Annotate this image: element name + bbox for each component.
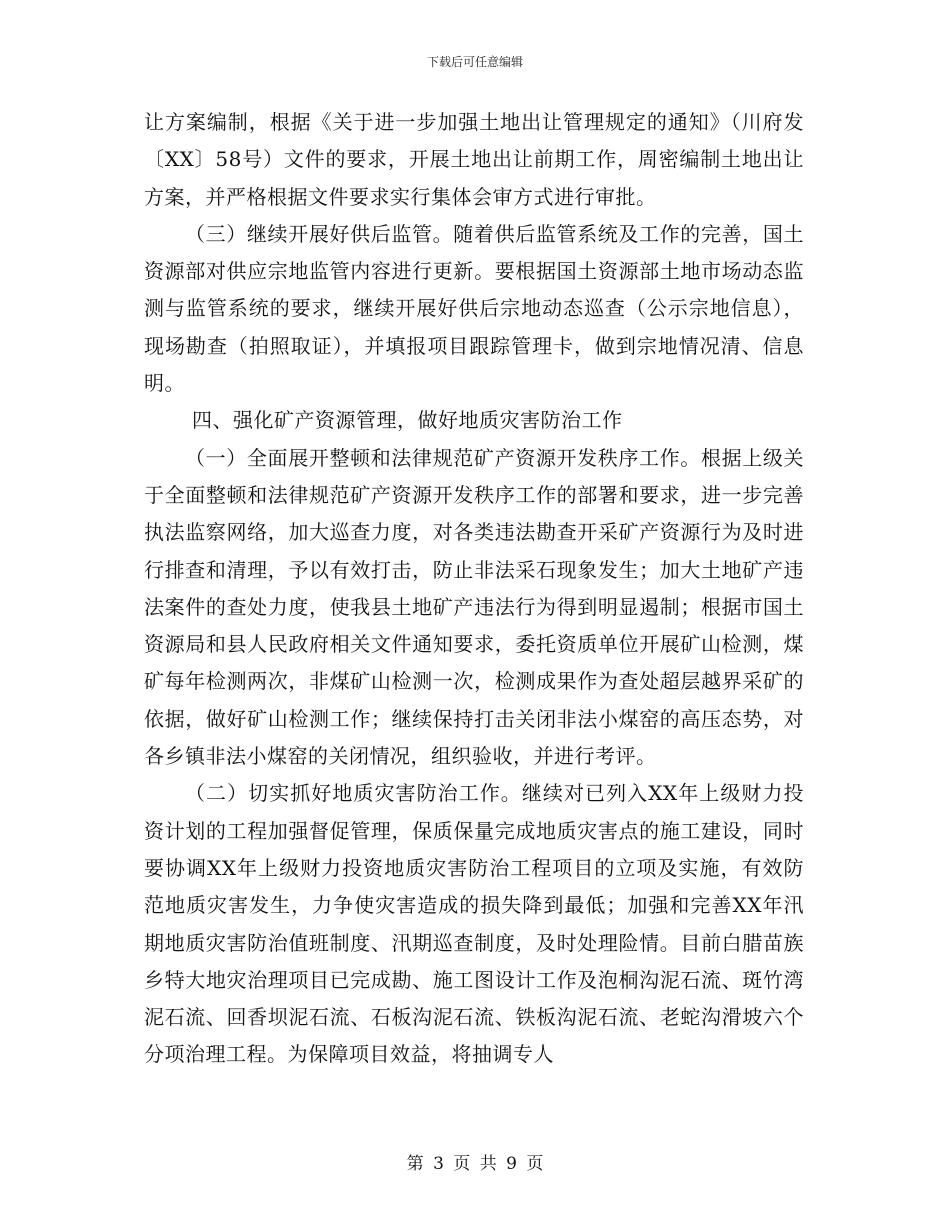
document-body bbox=[144, 104, 804, 1074]
paragraph-geological-hazard: （二）切实抓好地质灾害防治工作。继续对已列入XX年上级财力投资计划的工程加强督促管理，保质保量完成地质灾害点的施工建设，同时要协调XX年上级财力投资地质灾害防治工程项目的立项及实施，有效防范地质灾害发生，力争使灾害造成的损失降到最低；加强和完善XX年汛期地质灾害防治值班制度、汛期巡查制度，及时处理险情。目前白腊苗族乡特大地灾治理项目已完成勘、施工图设计工作及泡桐沟泥石流、斑竹湾泥石流、回香坝泥石流、石板沟泥石流、铁板沟泥石流、老蛇沟滑坡六个分项治理工程。为保障项目效益，将抽调专人 bbox=[144, 781, 804, 1067]
paragraph-mineral-order: （一）全面展开整顿和法律规范矿产资源开发秩序工作。根据上级关于全面整顿和法律规范矿产资源开发秩序工作的部署和要求，进一步完善执法监察网络，加大巡查力度，对各类违法勘查开采矿产资源行为及时进行排查和清理，予以有效打击，防止非法采石现象发生；加大土地矿产违法案件的查处力度，使我县土地矿产违法行为得到明显遏制；根据市国土资源局和县人民政府相关文件通知要求，委托资质单位开展矿山检测，煤矿每年检测两次，非煤矿山检测一次，检测成果作为查处超层越界采矿的依据，做好矿山检测工作；继续保持打击关闭非法小煤窑的高压态势，对各乡镇非法小煤窑的关闭情况，组织验收，并进行考评。 bbox=[144, 445, 804, 769]
paragraph-supply-supervision: （三）继续开展好供后监管。随着供后监管系统及工作的完善，国土资源部对供应宗地监管内容进行更新。要根据国土资源部土地市场动态监测与监管系统的要求，继续开展好供后宗地动态巡查（公示宗地信息），现场勘查（拍照取证），并填报项目跟踪管理卡，做到宗地情况清、信息明。 bbox=[144, 221, 804, 396]
paragraph-continuation: 让方案编制，根据《关于进一步加强土地出让管理规定的通知》（川府发〔XX〕58号）文件的要求，开展土地出让前期工作，周密编制土地出让方案，并严格根据文件要求实行集体会审方式进行审批。 bbox=[144, 110, 804, 209]
page-header: 下载后可任意编辑 bbox=[426, 55, 523, 69]
section-heading-mineral-resources: 四、强化矿产资源管理，做好地质灾害防治工作 bbox=[192, 408, 623, 433]
page-footer: 第 3 页 共 9 页 bbox=[406, 1154, 544, 1174]
